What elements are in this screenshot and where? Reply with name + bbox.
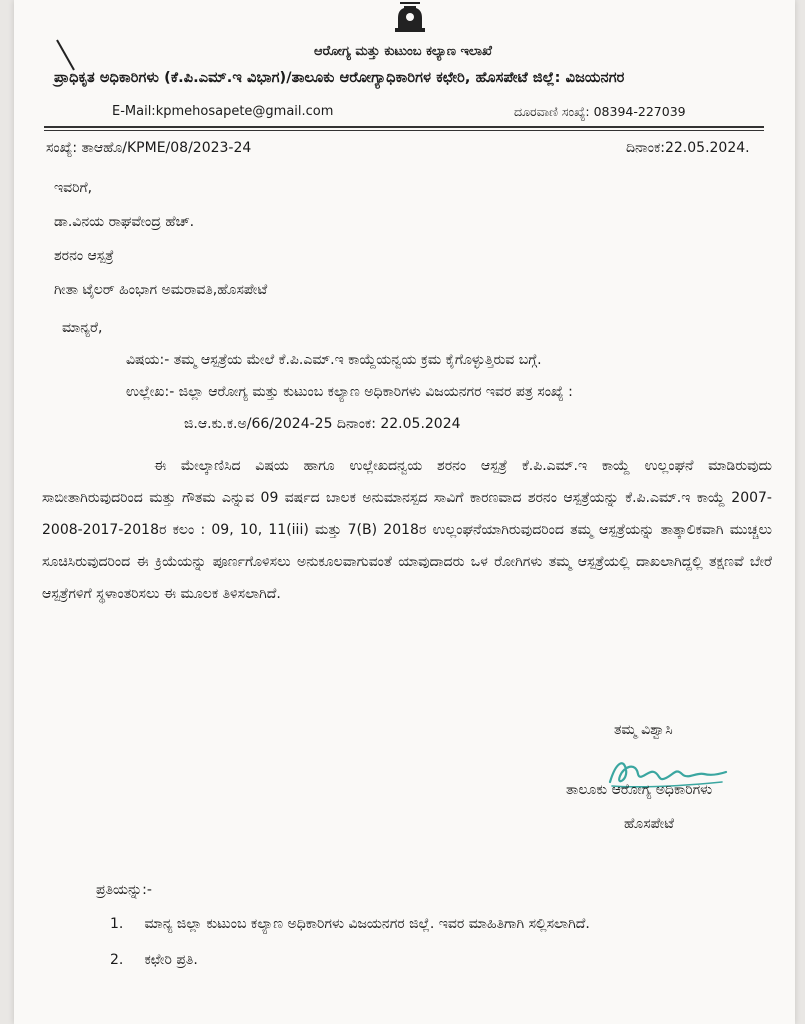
closing: ತಮ್ಮ ವಿಶ್ವಾಸಿ: [614, 722, 673, 738]
list-number: 1.: [110, 916, 124, 932]
body-paragraph: ಈ ಮೇಲ್ಕಾಣಿಸಿದ ವಿಷಯ ಹಾಗೂ ಉಲ್ಲೇಖದನ್ವಯ ಶರನಂ ಆಸ್ಪತ್ರೆ ಕೆ.ಪಿ.ಎಮ್.ಇ ಕಾಯ್ದೆ ಉಲ್ಲಂಘನೆ ಮಾಡಿರುವುದು ಸಾಬೀತಾಗಿರುವುದರಿಂದ ಮತ್ತು ಗೌತಮ ಎನ್ನುವ 09 ವರ್ಷದ ಬಾಲಕ ಅನುಮಾನಸ್ಪದ ಸಾವಿಗೆ ಕಾರಣವಾದ ಶರನಂ ಆಸ್ಪತ್ರೆಯನ್ನು ಕೆ.ಪಿ.ಎಮ್.ಇ ಕಾಯ್ದೆ 2007-2008-2017-2018ರ ಕಲಂ : 09, 10, 11(iii) ಮತ್ತು 7(B) 2018ರ ಉಲ್ಲಂಘನೆಯಾಗಿರುವುದರಿಂದ ತಮ್ಮ ಆಸ್ಪತ್ರೆಯನ್ನು ತಾತ್ಕಾಲಿಕವಾಗಿ ಮುಚ್ಚಲು ಸೂಚಿಸಿರುವುದರಿಂದ ಈ ಕ್ರಿಯೆಯನ್ನು ಪೂರ್ಣಗೊಳಿಸಲು ಅನುಕೂಲವಾಗುವಂತೆ ಯಾವುದಾದರು ಒಳ ರೋಗಿಗಳು ತಮ್ಮ ಆಸ್ಪತ್ರೆಯಲ್ಲಿ ದಾಖಲಾಗಿದ್ದಲ್ಲಿ ತಕ್ಷಣವೆ ಬೇರೆ ಆಸ್ಪತ್ರೆಗಳಿಗೆ ಸ್ಥಳಾಂತರಿಸಲು ಈ ಮೂಲಕ ತಿಳಿಸಲಾಗಿದೆ.: [42, 458, 772, 602]
copy-to-item: [110, 916, 590, 932]
header-divider: [44, 126, 764, 128]
letter-date: ದಿನಾಂಕ:22.05.2024.: [626, 140, 750, 156]
copy-to-heading: ಪ್ರತಿಯನ್ನು:-: [96, 882, 152, 898]
office-email: E-Mail:kpmehosapete@gmail.com: [112, 104, 334, 119]
signatory-place: ಹೊಸಪೇಟೆ: [624, 816, 674, 832]
recipient-name: ಡಾ.ವಿನಯ ರಾಘವೇಂದ್ರ ಹೆಚ್.: [54, 214, 195, 230]
reference-line-2: ಜಿ.ಆ.ಕು.ಕ.ಅ/66/2024-25 ದಿನಾಂಕ: 22.05.2024: [184, 416, 461, 432]
recipient-address: ಗೀತಾ ಟೈಲರ್ ಹಿಂಭಾಗ ಅಮರಾವತಿ,ಹೊಸಪೇಟೆ: [54, 282, 268, 298]
salutation: ಮಾನ್ಯರೆ,: [62, 320, 103, 336]
list-text: ಕಛೇರಿ ಪ್ರತಿ.: [144, 952, 198, 968]
header-divider-thin: [44, 130, 764, 131]
subject-line: ವಿಷಯ:- ತಮ್ಮ ಆಸ್ಪತ್ರೆಯ ಮೇಲೆ ಕೆ.ಪಿ.ಎಮ್.ಇ ಕಾಯ್ದೆಯನ್ವಯ ಕ್ರಮ ಕೈಗೊಳ್ಳುತ್ತಿರುವ ಬಗ್ಗೆ.: [126, 352, 542, 368]
state-emblem-icon: [390, 2, 430, 32]
office-phone: ದೂರವಾಣಿ ಸಂಖ್ಯೆ: 08394-227039: [514, 104, 686, 119]
list-text: ಮಾನ್ಯ ಜಿಲ್ಲಾ ಕುಟುಂಬ ಕಲ್ಯಾಣ ಅಧಿಕಾರಿಗಳು ವಿಜಯನಗರ ಜಿಲ್ಲೆ. ಇವರ ಮಾಹಿತಿಗಾಗಿ ಸಲ್ಲಿಸಲಾಗಿದೆ.: [144, 916, 590, 932]
department-name: ಆರೋಗ್ಯ ಮತ್ತು ಕುಟುಂಬ ಕಲ್ಯಾಣ ಇಲಾಖೆ: [314, 44, 492, 59]
addressee-intro: ಇವರಿಗೆ,: [54, 180, 93, 196]
signatory-title: ತಾಲೂಕು ಆರೋಗ್ಯ ಅಧಿಕಾರಿಗಳು: [566, 782, 713, 798]
reference-line: ಉಲ್ಲೇಖ:- ಜಿಲ್ಲಾ ಆರೋಗ್ಯ ಮತ್ತು ಕುಟುಂಬ ಕಲ್ಯಾಣ ಅಧಿಕಾರಿಗಳು ವಿಜಯನಗರ ಇವರ ಪತ್ರ ಸಂಖ್ಯೆ :: [126, 384, 573, 400]
recipient-organization: ಶರನಂ ಆಸ್ಪತ್ರೆ: [54, 248, 114, 264]
reference-number: ಸಂಖ್ಯೆ: ತಾಆಹೊ/KPME/08/2023-24: [46, 140, 252, 156]
list-number: 2.: [110, 952, 124, 968]
letter-page: [14, 0, 795, 1024]
office-name: ಪ್ರಾಧಿಕೃತ ಅಧಿಕಾರಿಗಳು (ಕೆ.ಪಿ.ಎಮ್.ಇ ವಿಭಾಗ)/ತಾಲೂಕು ಆರೋಗ್ಯಾಧಿಕಾರಿಗಳ ಕಛೇರಿ, ಹೊಸಪೇಟೆ ಜಿಲ್ಲೆ: ವಿಜಯನಗರ: [54, 70, 625, 86]
pen-mark: [54, 38, 78, 72]
copy-to-item: [110, 952, 198, 968]
